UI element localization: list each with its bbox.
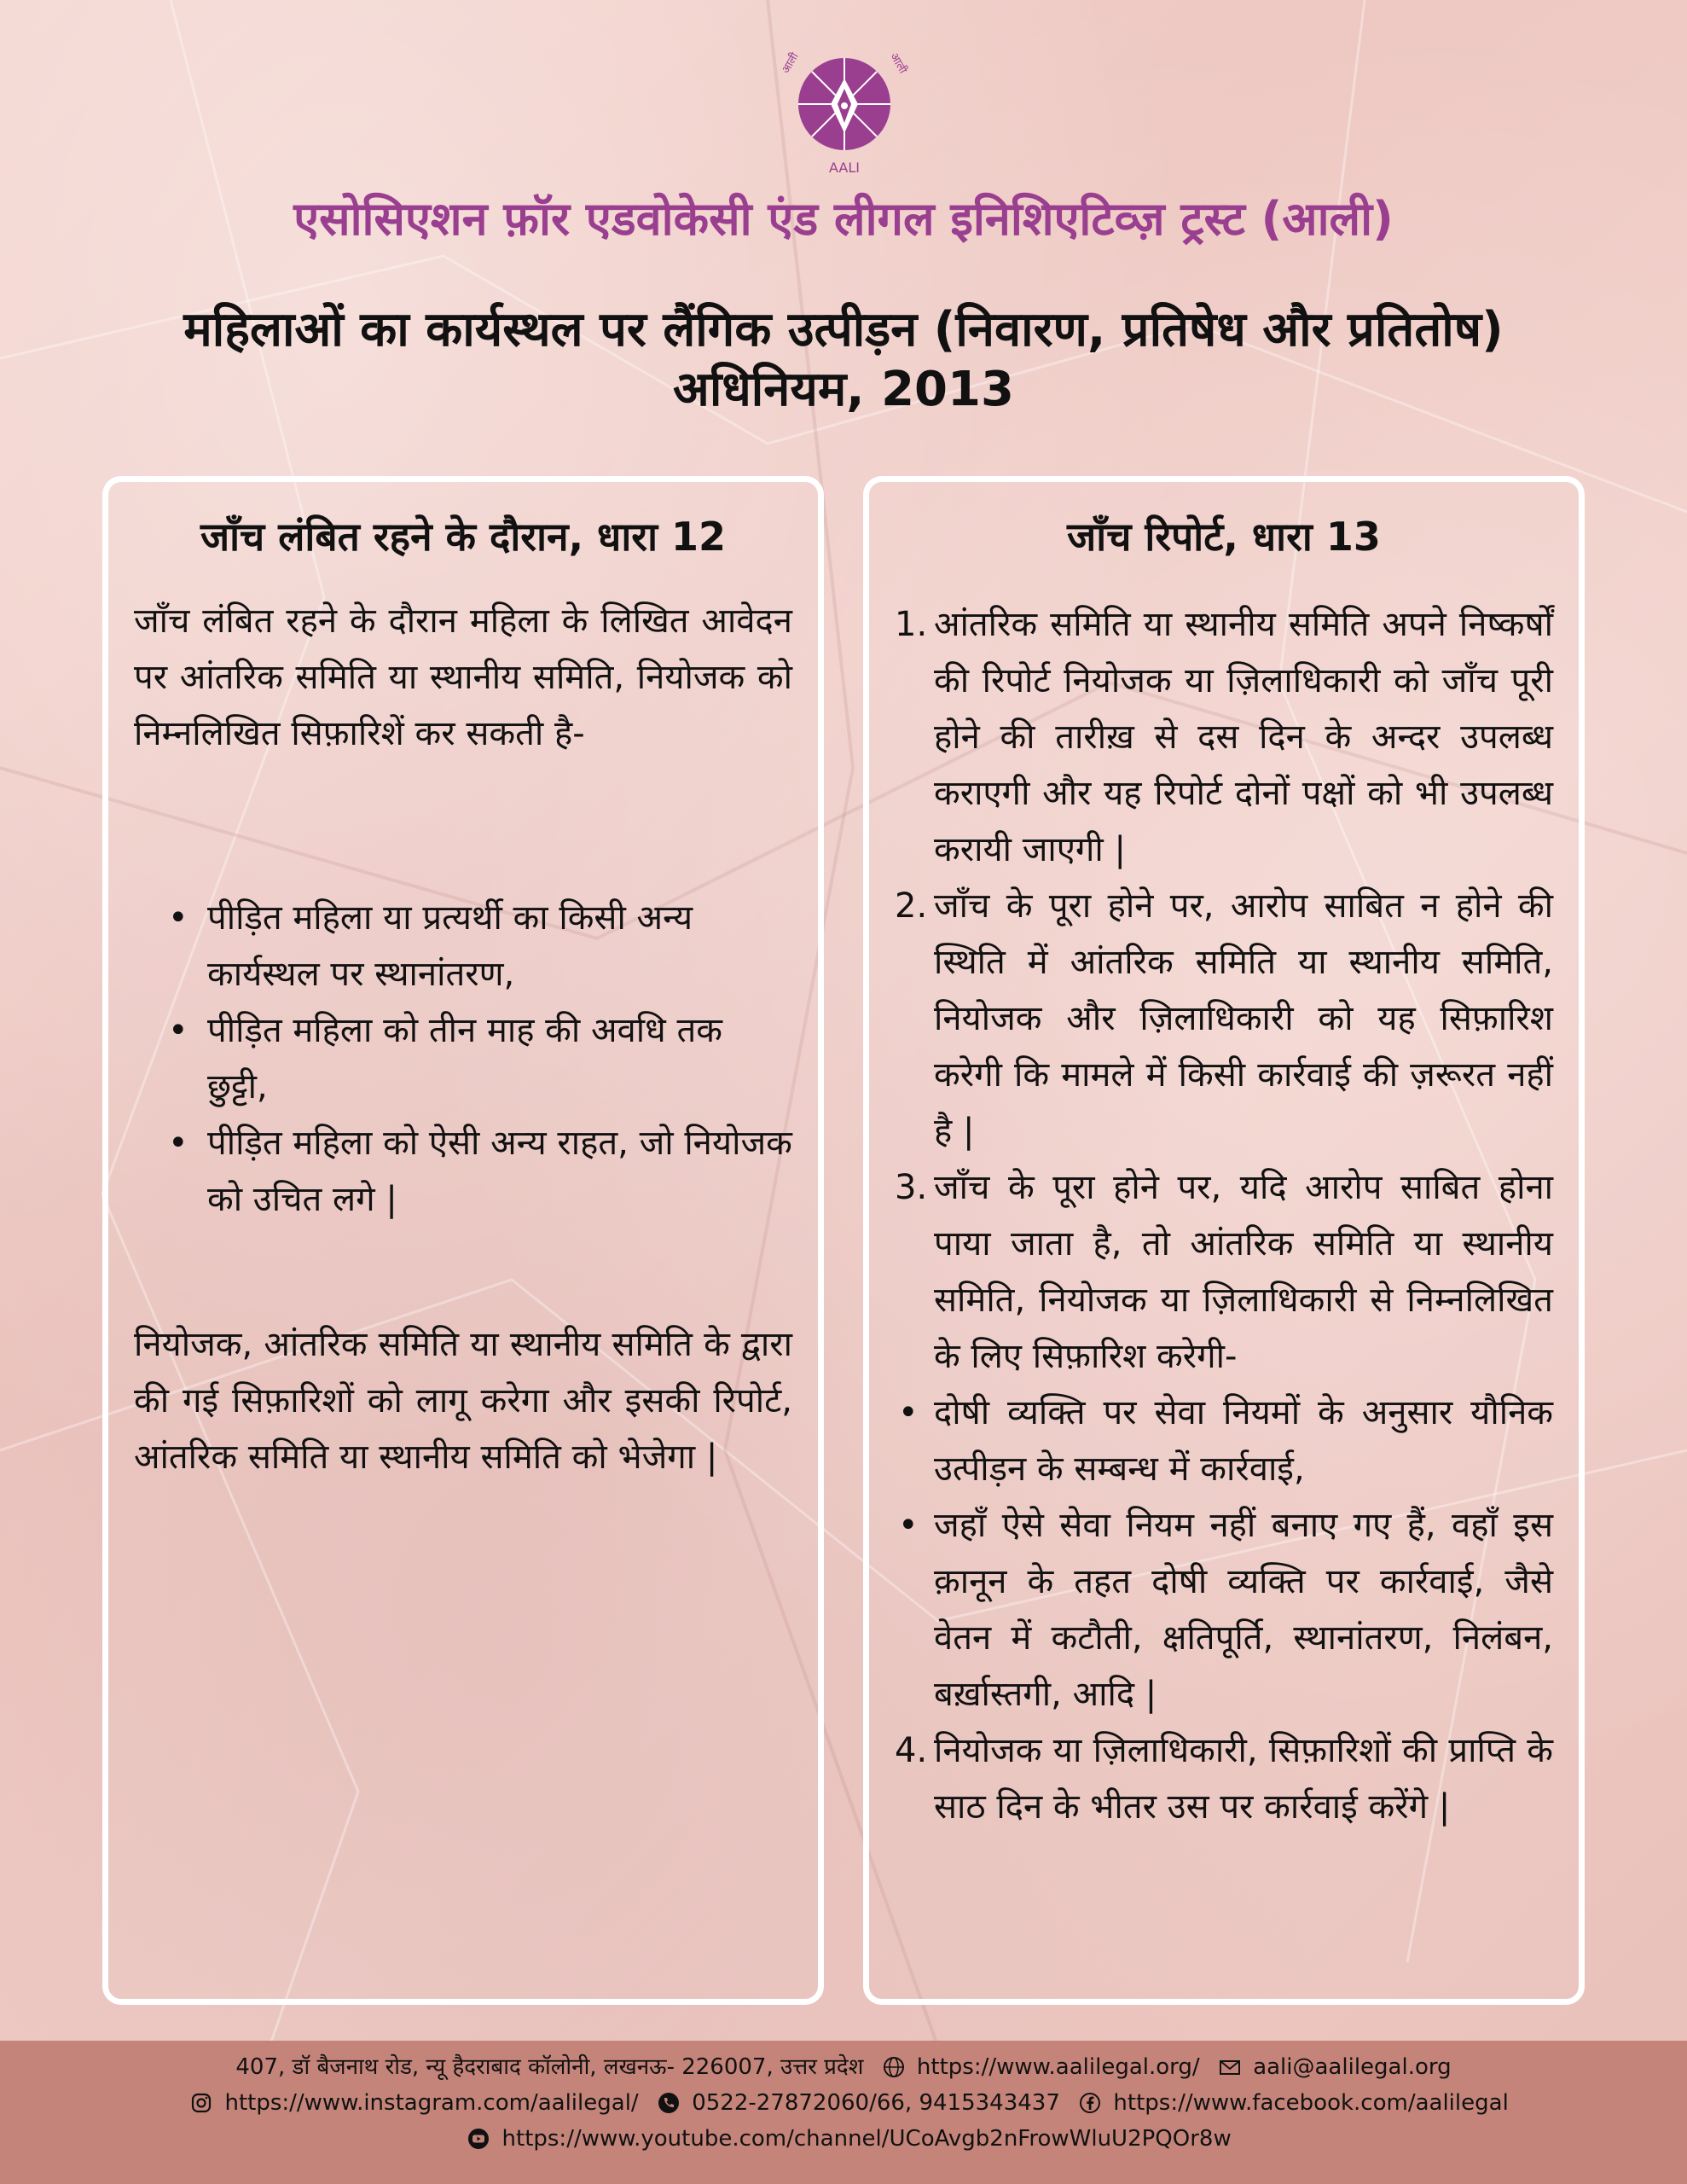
section-13-panel xyxy=(863,476,1585,2005)
list-item xyxy=(895,1159,1553,1722)
pen-nib-logo-icon xyxy=(776,44,913,181)
section-12-heading: जाँच लंबित रहने के दौरान, धारा 12 xyxy=(200,514,727,560)
list-item xyxy=(895,1722,1553,1835)
list-item xyxy=(895,596,1553,878)
list-item xyxy=(895,878,1553,1159)
list-item: • पीड़ित महिला या प्रत्यर्थी का किसी अन्य कार्यस्थल पर स्थानांतरण, xyxy=(134,890,792,1002)
youtube-icon xyxy=(467,2128,490,2150)
list-text: नियोजक या ज़िलाधिकारी, सिफ़ारिशों की प्राप्ति के साठ दिन के भीतर उस पर कार्रवाई करेंगे | xyxy=(934,1731,1553,1827)
logo-script-left: आली xyxy=(780,50,802,77)
footer-address: 407, डॉ बैजनाथ रोड, न्यू हैदराबाद कॉलोनी, लखनऊ- 226007, उत्तर प्रदेश xyxy=(235,2054,864,2080)
logo-script-right: आली xyxy=(887,50,909,77)
section-12-bullets xyxy=(134,890,792,1228)
mail-icon xyxy=(1219,2056,1241,2078)
list-text: जाँच के पूरा होने पर, आरोप साबित न होने की स्थिति में आंतरिक समिति या स्थानीय समिति, नियोजक और ज़िलाधिकारी को यह सिफ़ारिश करेगी कि मामले में किसी कार्रवाई की ज़रूरत नहीं है | xyxy=(934,886,1553,1151)
list-number: 3. xyxy=(895,1168,928,1207)
sub-bullets xyxy=(895,1385,1553,1722)
section-13-heading: जाँच रिपोर्ट, धारा 13 xyxy=(1067,514,1381,560)
section-12-intro: जाँच लंबित रहने के दौरान महिला के लिखित आवेदन पर आंतरिक समिति या स्थानीय समिति, नियोजक को निम्नलिखित सिफ़ारिशें कर सकती है- xyxy=(134,601,792,753)
email-link[interactable]: aali@aalilegal.org xyxy=(1253,2054,1452,2080)
list-item: • दोषी व्यक्ति पर सेवा नियमों के अनुसार यौनिक उत्पीड़न के सम्बन्ध में कार्रवाई, xyxy=(895,1385,1553,1497)
website-link[interactable]: https://www.aalilegal.org/ xyxy=(916,2054,1200,2080)
list-item: • पीड़ित महिला को तीन माह की अवधि तक छुट्टी, xyxy=(134,1002,792,1115)
logo-caption: AALI xyxy=(829,160,860,176)
footer xyxy=(0,2041,1687,2184)
section-13-list xyxy=(895,596,1553,1835)
globe-icon xyxy=(883,2056,905,2078)
list-item: • पीड़ित महिला को ऐसी अन्य राहत, जो नियोजक को उचित लगे | xyxy=(134,1115,792,1228)
act-title: महिलाओं का कार्यस्थल पर लैंगिक उत्पीड़न (निवारण, प्रतिषेध और प्रतितोष) अधिनियम, 2013 xyxy=(183,302,1504,417)
list-text: आंतरिक समिति या स्थानीय समिति अपने निष्कर्षों की रिपोर्ट नियोजक या ज़िलाधिकारी को जाँच पूरी होने की तारीख़ से दस दिन के अन्दर उपलब्ध कराएगी और यह रिपोर्ट दोनों पक्षों को भी उपलब्ध करायी जाएगी | xyxy=(934,605,1553,869)
instagram-icon xyxy=(190,2092,212,2114)
footer-line-2 xyxy=(0,2087,1687,2119)
list-item: • जहाँ ऐसे सेवा नियम नहीं बनाए गए हैं, वहाँ इस क़ानून के तहत दोषी व्यक्ति पर कार्रवाई, जैसे वेतन में कटौती, क्षतिपूर्ति, स्थानांतरण, निलंबन, बर्ख़ास्तगी, आदि | xyxy=(895,1497,1553,1722)
footer-line-1 xyxy=(0,2051,1687,2083)
facebook-icon xyxy=(1079,2092,1101,2114)
youtube-link[interactable]: https://www.youtube.com/channel/UCoAvgb2nFrowWluU2PQOr8w xyxy=(501,2126,1232,2152)
org-title: एसोसिएशन फ़ॉर एडवोकेसी एंड लीगल इनिशिएटिव्ज़ ट्रस्ट (आली) xyxy=(293,192,1394,246)
facebook-link[interactable]: https://www.facebook.com/aalilegal xyxy=(1113,2090,1509,2116)
phone-icon xyxy=(658,2092,680,2114)
list-text: जाँच के पूरा होने पर, यदि आरोप साबित होना पाया जाता है, तो आंतरिक समिति या स्थानीय समिति, नियोजक या ज़िलाधिकारी से निम्नलिखित के लिए सिफ़ारिश करेगी- xyxy=(934,1168,1553,1376)
instagram-link[interactable]: https://www.instagram.com/aalilegal/ xyxy=(224,2090,639,2116)
list-number: 2. xyxy=(895,886,928,926)
footer-line-3 xyxy=(0,2123,1687,2155)
list-number: 1. xyxy=(895,605,928,644)
list-number: 4. xyxy=(895,1731,928,1770)
aali-logo xyxy=(776,44,913,181)
section-12-panel xyxy=(102,476,824,2005)
section-12-outro: नियोजक, आंतरिक समिति या स्थानीय समिति के द्वारा की गई सिफ़ारिशों को लागू करेगा और इसकी रिपोर्ट, आंतरिक समिति या स्थानीय समिति को भेजेगा | xyxy=(134,1325,792,1477)
phone-number[interactable]: 0522-27872060/66, 9415343437 xyxy=(692,2090,1060,2116)
